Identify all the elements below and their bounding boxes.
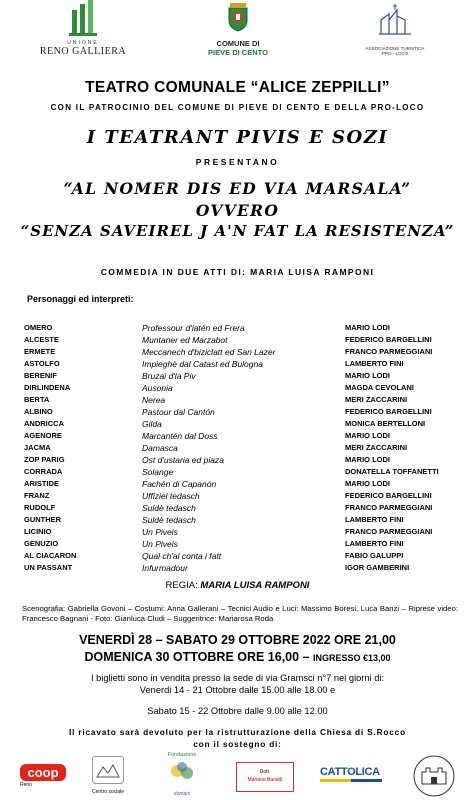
cast-row	[0, 442, 475, 454]
pro-loco-line2: PRO - LOCO	[381, 51, 409, 56]
cast-description: Professour d'iatén ed Frera	[142, 323, 245, 333]
cast-row	[0, 406, 475, 418]
cast-role: FRANZ	[24, 491, 50, 500]
cast-role: UN PASSANT	[24, 563, 73, 572]
cast-description: Nerea	[142, 395, 166, 405]
cast-description: Suldè tedasch	[142, 503, 196, 513]
cast-description: Marcantén dal Doss	[142, 431, 218, 441]
cast-row	[0, 490, 475, 502]
cast-description: Meccanech d'biziclatt ed San Lazer	[142, 347, 276, 357]
cast-role: GUNTHER	[24, 515, 62, 524]
cast-row	[0, 526, 475, 538]
cast-description: Un Piveis	[142, 527, 178, 537]
tickets-line-3: Sabato 15 - 22 Ottobre dalle 9.00 alle 12.00	[147, 706, 328, 716]
cast-row	[0, 550, 475, 562]
cast-row	[0, 394, 475, 406]
cast-description: Gilda	[142, 419, 162, 429]
cast-heading: Personaggi ed interpreti:	[27, 294, 134, 304]
cast-row	[0, 562, 475, 574]
cast-role: ALCESTE	[24, 335, 60, 344]
cast-description: Un Piveis	[142, 539, 178, 549]
cast-description: Muntaner ed Marzabot	[142, 335, 228, 345]
cast-row	[0, 502, 475, 514]
cast-row	[0, 454, 475, 466]
sponsor-logos	[0, 752, 475, 800]
cast-row	[0, 478, 475, 490]
fondazione-label: Fondazione	[167, 752, 197, 758]
cast-row	[0, 382, 475, 394]
comune-pieve-logo	[200, 2, 276, 57]
credits-text: Scenografia: Gabriella Govoni – Costumi: Anna Gallerani – Tecnici Audio e Luci: Massimo Boresi, Luca Banzi – Riprese video: Francesco Bagnani - Foto: Gianluca Cludi – Suggeritrice: Mariarosa Roda	[22, 604, 458, 623]
play-title-1: “AL NOMER DIS ED VIA MARSALA”	[63, 179, 412, 198]
cast-description: Solange	[142, 467, 174, 477]
cast-role: ERMETE	[24, 347, 56, 356]
proceeds-line: Il ricavato sarà devoluto per la ristrutturazione della Chiesa di S.Rocco	[69, 727, 406, 737]
dates-line-2	[0, 650, 475, 664]
centro-sociale-label: Centro sociale	[92, 789, 124, 795]
cast-role: BERENIF	[24, 371, 57, 380]
cast-actor: MARIO LODI	[345, 455, 390, 464]
fondazione-sub: domani	[173, 791, 191, 797]
cast-row	[0, 466, 475, 478]
pro-loco-sketch-icon	[375, 0, 415, 40]
cast-row	[0, 358, 475, 370]
doctor-logo	[236, 762, 294, 792]
cast-actor: FRANCO PARMEGGIANI	[345, 527, 433, 536]
cast-actor: DONATELLA TOFFANETTI	[345, 467, 439, 476]
entry-price: INGRESSO €13,00	[313, 653, 391, 663]
cast-row	[0, 418, 475, 430]
cast-description: Uffiziel tedasch	[142, 491, 200, 501]
regia-label: REGIA:	[165, 580, 201, 591]
cast-description: Infurmadour	[142, 563, 188, 573]
cast-description: Impieghè dal Catast ed Bulogna	[142, 359, 263, 369]
tickets-line-2: Venerdi 14 - 21 Ottobre dalle 15.00 alle 18.00 e	[139, 685, 336, 695]
doctor-line1: Dott.	[259, 769, 271, 775]
unione-name: RENO GALLIERA	[39, 46, 127, 57]
fondazione-art-icon	[165, 759, 199, 785]
cast-actor: FEDERICO BARGELLINI	[345, 335, 432, 344]
comune-line1: COMUNE DI	[216, 39, 260, 48]
cast-actor: LAMBERTO FINI	[345, 539, 404, 548]
play-title-2: OVVERO	[195, 201, 280, 220]
pro-loco-logo	[350, 0, 440, 56]
dates-line-1: VENERDÌ 28 – SABATO 29 OTTOBRE 2022 ORE 21,00	[79, 633, 396, 647]
cast-row	[0, 334, 475, 346]
cast-actor: MARIO LODI	[345, 479, 390, 488]
cast-actor: FEDERICO BARGELLINI	[345, 407, 432, 416]
cast-role: ANDRICCA	[24, 419, 64, 428]
cast-actor: FABIO GALUPPI	[345, 551, 404, 560]
cast-description: Pastour dal Cantón	[142, 407, 215, 417]
cast-role: CORRADA	[24, 467, 63, 476]
cast-role: ARISTIDE	[24, 479, 60, 488]
cast-role: DIRLINDENA	[24, 383, 71, 392]
cast-row	[0, 346, 475, 358]
cast-role: ZOP PARIG	[24, 455, 65, 464]
theatre-name: TEATRO COMUNALE “ALICE ZEPPILLI”	[85, 79, 390, 96]
fondazione-logo	[160, 752, 204, 797]
cast-actor: MARIO LODI	[345, 323, 390, 332]
regia-line	[0, 580, 475, 591]
pro-loco-line1: ASSOCIAZIONE TURISTICA	[365, 46, 425, 51]
cast-role: ALBINO	[24, 407, 53, 416]
cast-actor: MARIO LODI	[345, 431, 390, 440]
cast-actor: IGOR GAMBERINI	[345, 563, 410, 572]
cattolica-name: CATTOLICA	[320, 766, 380, 778]
coop-badge: coop	[20, 764, 66, 781]
cast-role: AL CIACARON	[24, 551, 77, 560]
presents-label: PRESENTANO	[195, 157, 280, 167]
cast-role: LICINIO	[24, 527, 52, 536]
cast-actor: LAMBERTO FINI	[345, 515, 404, 524]
cast-actor: MARIO LODI	[345, 371, 390, 380]
support-line: con il sostegno di:	[193, 739, 282, 749]
centro-sociale-logo	[88, 756, 128, 795]
cattolica-logo	[320, 766, 382, 782]
cast-description: Fachén di Capanón	[142, 479, 217, 489]
centro-sociale-icon	[92, 756, 124, 784]
unione-label: UNIONE	[67, 40, 99, 46]
play-title-3: “SENZA SAVEIREL J A'N FAT LA RESISTENZA”	[20, 222, 455, 240]
doctor-line2: Mariano Baraldi	[247, 777, 283, 783]
patronage-line: CON IL PATROCINIO DEL COMUNE DI PIEVE DI CENTO E DELLA PRO-LOCO	[50, 103, 425, 112]
cast-description: Ost d'ustaria ed piaza	[142, 455, 224, 465]
logo-header	[0, 0, 475, 64]
cast-description: Damasca	[142, 443, 178, 453]
crest-icon	[226, 2, 250, 32]
cast-actor: FEDERICO BARGELLINI	[345, 491, 432, 500]
cast-actor: MAGDA CEVOLANI	[345, 383, 414, 392]
comedy-author-line: COMMEDIA IN DUE ATTI DI: MARIA LUISA RAMPONI	[100, 267, 375, 277]
cast-row	[0, 538, 475, 550]
cast-row	[0, 430, 475, 442]
company-name: I TEATRANT PIVIS E SOZI	[86, 127, 389, 148]
cast-actor: MERI ZACCARINI	[345, 395, 408, 404]
cast-actor: MERI ZACCARINI	[345, 443, 408, 452]
cast-actor: LAMBERTO FINI	[345, 359, 404, 368]
cast-role: JACMA	[24, 443, 51, 452]
comune-line2: PIEVE DI CENTO	[208, 48, 268, 57]
dates-line-2-text: DOMENICA 30 OTTOBRE ORE 16,00 –	[84, 650, 313, 664]
cattolica-bar	[320, 779, 382, 782]
coop-logo	[20, 764, 66, 788]
cast-description: Qual ch'al conta i fatt	[142, 551, 222, 561]
cast-row	[0, 514, 475, 526]
cast-actor: FRANCO PARMEGGIANI	[345, 347, 433, 356]
cast-role: RUDOLF	[24, 503, 56, 512]
cast-actor: FRANCO PARMEGGIANI	[345, 503, 433, 512]
cast-row	[0, 322, 475, 334]
regia-name: MARIA LUISA RAMPONI	[200, 580, 310, 591]
castello-seal-icon	[412, 754, 456, 798]
unione-mark-icon	[63, 0, 103, 38]
cast-role: BERTA	[24, 395, 50, 404]
unione-reno-galliera-logo	[38, 0, 128, 57]
cast-actor: MONICA BERTELLONI	[345, 419, 426, 428]
cast-row	[0, 370, 475, 382]
cast-role: ASTOLFO	[24, 359, 60, 368]
cast-role: AGENORE	[24, 431, 62, 440]
coop-sub: Reno	[20, 782, 32, 788]
cast-role: GENUZIO	[24, 539, 59, 548]
cast-description: Suldè tedasch	[142, 515, 196, 525]
tickets-line-1: I biglietti sono in vendita presso la sede di via Gramsci n°7 nei giorni di:	[90, 673, 385, 683]
cast-role: OMERO	[24, 323, 53, 332]
cast-description: Ausonia	[142, 383, 173, 393]
cast-description: Bruzai d'la Piv	[142, 371, 196, 381]
